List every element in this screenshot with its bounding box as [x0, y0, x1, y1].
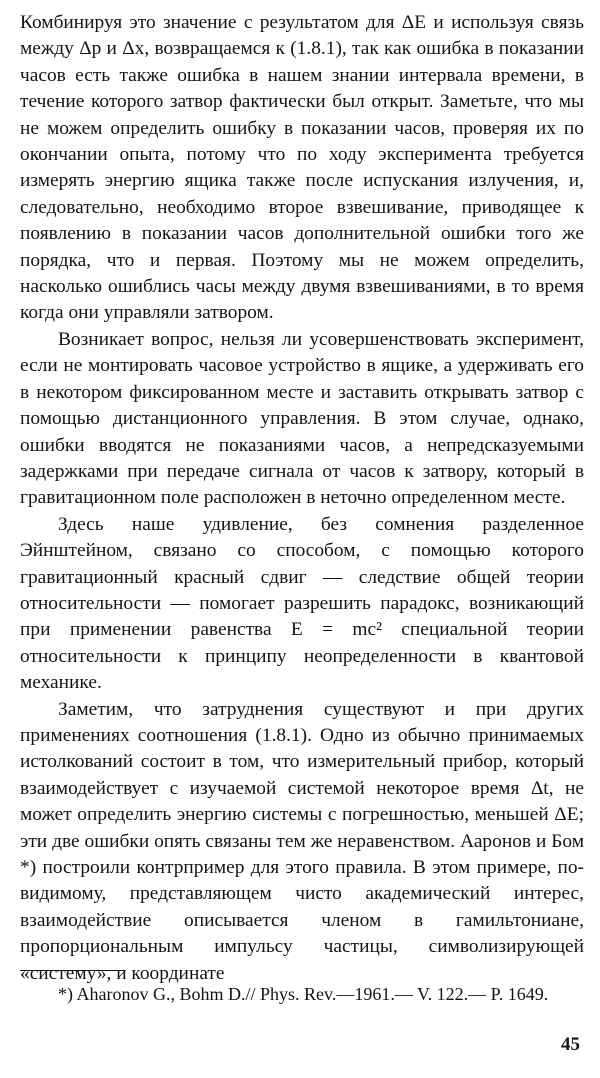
- main-text: [20, 10, 584, 987]
- paragraph-4: Заметим, что затруднения существуют и при других применениях соотношения (1.8.1). Одно из обычно принимаемых истолкований состоит в том, что измерительный прибор, который взаимодействует с изучаемой системой некоторое время Δt, не может определить энергию системы с погрешностью, меньшей ΔE; эти две ошибки опять связаны тем же неравенством. Ааронов и Бом *) построили контрпример для этого правила. В этом примере, по-видимому, представляющем чисто академический интерес, взаимодействие описывается членом в гамильтониане, пропорциональным импульсу частицы, символизирующей «систему», и координате: [20, 698, 584, 984]
- page-number: 45: [561, 1034, 580, 1055]
- paragraph-2: Возникает вопрос, нельзя ли усовершенствовать эксперимент, если не монтировать часовое устройство в ящике, а удерживать его в некотором фиксированном месте и заставить открывать затвор с помощью дистанционного управления. В этом случае, однако, ошибки вводятся не показаниями часов, а непредсказуемыми задержками при передаче сигнала от часов к затвору, который в гравитационном поле расположен в неточно определенном месте.: [20, 328, 584, 509]
- footnote-text: *) Aharonov G., Bohm D.// Phys. Rev.—1961.— V. 122.— P. 1649.: [58, 984, 549, 1004]
- footnote-divider: [20, 970, 124, 971]
- footnote: [20, 982, 584, 1006]
- paragraph-3: Здесь наше удивление, без сомнения разделенное Эйнштейном, связано со способом, с помощью которого гравитационный красный сдвиг — следствие общей теории относительности — помогает разрешить парадокс, возникающий при применении равенства E = mc² специальной теории относительности к принципу неопределенности в квантовой механике.: [20, 513, 584, 694]
- paragraph-1: Комбинируя это значение с результатом для ΔE и используя связь между Δp и Δx, возвращаемся к (1.8.1), так как ошибка в показании часов есть также ошибка в нашем знании интервала времени, в течение которого затвор фактически был открыт. Заметьте, что мы не можем определить ошибку в показании часов, проверяя их по окончании опыта, потому что по ходу эксперимента требуется измерять энергию ящика также после испускания излучения, и, следовательно, необходимо второе взвешивание, приводящее к появлению в показании часов дополнительной ошибки того же порядка, что и первая. Поэтому мы не можем определить, насколько ошиблись часы между двумя взвешиваниями, в то время когда они управляли затвором.: [20, 12, 584, 324]
